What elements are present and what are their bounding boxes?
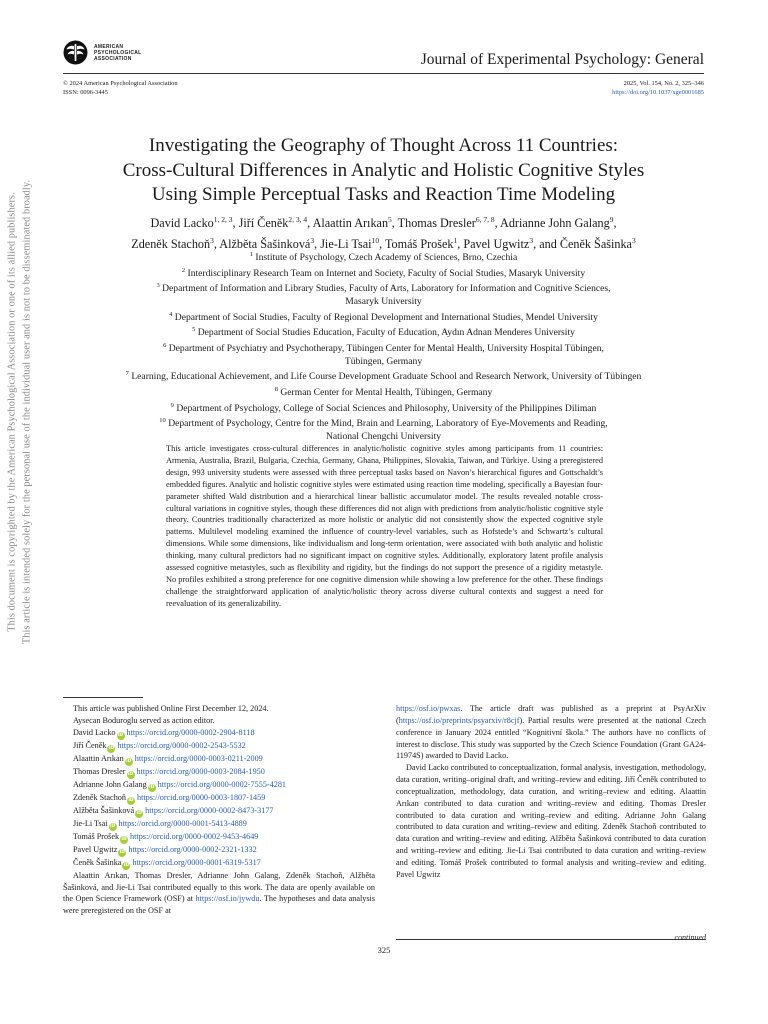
orcid-icon[interactable]: iD <box>123 862 130 868</box>
orcid-author-name: Adrianne John Galang <box>73 779 147 789</box>
author-affiliation-number: 9 <box>609 215 614 224</box>
affiliation-text: German Center for Mental Health, Tübingen, Germany <box>280 387 493 398</box>
author-separator: , <box>494 216 501 231</box>
author-name: Čeněk Šašinka <box>559 237 632 252</box>
orcid-icon[interactable]: iD <box>127 771 134 777</box>
affiliation-text: Learning, Educational Achievement, and Life Course Development Graduate School and Research Network, University of Tübingen <box>131 371 642 383</box>
author-name: Pavel Ugwitz <box>463 237 530 252</box>
affiliation-line <box>63 431 704 444</box>
author-note-left <box>63 703 375 917</box>
orcid-icon[interactable]: iD <box>108 745 115 751</box>
affiliation-number: 8 <box>274 385 278 393</box>
affiliation-line <box>63 415 704 431</box>
author-name: Tomáš Prošek <box>384 237 454 252</box>
orcid-icon[interactable]: iD <box>121 836 127 842</box>
orcid-link[interactable]: https://orcid.org/0000-0002-9453-4649 <box>130 831 259 841</box>
affiliation-line <box>63 368 704 384</box>
orcid-link[interactable]: https://orcid.org/0000-0003-0211-2009 <box>134 753 263 763</box>
orcid-icon[interactable]: iD <box>109 823 116 829</box>
author-name: Thomas Dresler <box>397 216 476 231</box>
affiliation-text: Institute of Psychology, Czech Academy of Sciences, Brno, Czechia <box>255 252 518 264</box>
orcid-icon[interactable]: iD <box>128 797 134 803</box>
affiliations <box>63 249 704 443</box>
published-note: This article was published Online First December 12, 2024. <box>73 704 269 713</box>
author-affiliation-number: 1 <box>453 236 458 246</box>
author-affiliation-number: 10 <box>371 236 380 246</box>
author-separator: , <box>379 237 385 252</box>
affiliation-number: 9 <box>170 401 174 409</box>
author-note-right: https://osf.io/pwxas. The article draft was published as a preprint at PsyArXiv (https://osf.io/preprints/psyarxiv/r8cjf). Partial results were presented at the national Czech conference in January 2024 entitled “Kognitivní škola.” The authors have no conflicts of interest to disclose. This study was supported by the Czech Science Foundation (Grant GA24-11974S) awarded to David Lacko. David Lacko contributed to conceptualization, formal analysis, investigation, methodology, data curation, writing–original draft, and writing–review and editing. Jiří Čeněk contributed to conceptualization, methodology, data curation, and writing–review and editing. Alaattin Arıkan contributed to data curation and writing–review and editing. Thomas Dresler contributed to data curation and writing–review and editing. Adrianne John Galang contributed to data curation and writing–review and editing. Zdeněk Stachoň contributed to data curation and writing–review and editing. Alžběta Šašinková contributed to data curation and writing–review and editing. Jie-Li Tsai contributed to data curation and writing–review and editing. Tomáš Prošek contributed to formal analysis and writing–review and editing. Pavel Ugwitz <box>396 704 706 879</box>
author-separator: , <box>314 237 321 252</box>
orcid-link[interactable]: https://orcid.org/0000-0002-7555-4281 <box>157 779 287 789</box>
orcid-entry <box>63 857 375 870</box>
orcid-link[interactable]: https://orcid.org/0000-0001-5413-4889 <box>118 818 247 828</box>
orcid-icon[interactable]: iD <box>126 758 132 764</box>
author-name: Alžběta Šašinková <box>219 237 311 252</box>
affiliation-text: Department of Social Studies, Faculty of Regional Development and International Studies, Mendel University <box>174 311 598 323</box>
copyright-side-note: This document is copyrighted by the American Psychological Association or one of its allied publishers. <box>6 192 18 632</box>
editor-note: Aysecan Boduroglu served as action editor. <box>73 715 215 725</box>
orcid-link[interactable]: https://orcid.org/0000-0002-8473-3177 <box>145 805 274 815</box>
journal-name: Journal of Experimental Psychology: General <box>420 51 704 68</box>
author-affiliation-number: 3 <box>631 236 636 246</box>
page-number: 325 <box>377 945 391 955</box>
orcid-link[interactable]: https://orcid.org/0000-0001-6319-5317 <box>132 857 261 867</box>
apa-logo-icon <box>63 40 88 65</box>
orcid-link[interactable]: https://orcid.org/0000-0002-2543-5532 <box>117 740 246 750</box>
citation-block <box>612 80 704 97</box>
affiliation-text: Masaryk University <box>345 296 422 308</box>
orcid-author-name: Jie-Li Tsai <box>73 818 108 828</box>
affiliation-number: 3 <box>156 282 160 290</box>
author-name: Adrianne John Galang <box>500 216 610 231</box>
orcid-link[interactable]: https://orcid.org/0000-0003-1807-1459 <box>136 792 266 802</box>
affiliation-number: 4 <box>169 310 173 318</box>
author-separator: , and <box>533 237 560 252</box>
orcid-author-name: Alaattin Arıkan <box>73 753 124 763</box>
orcid-link[interactable]: https://orcid.org/0000-0002-2321-1332 <box>128 844 257 854</box>
affiliation-line <box>63 249 704 265</box>
affiliation-number: 5 <box>192 326 196 334</box>
author-line <box>63 211 704 232</box>
orcid-author-name: Thomas Dresler <box>73 766 126 776</box>
continued-rule <box>396 939 706 940</box>
orcid-list <box>63 727 375 870</box>
orcid-entry <box>63 844 375 857</box>
author-affiliation-number: 1, 2, 3 <box>213 215 233 224</box>
orcid-link[interactable]: https://orcid.org/0000-0002-2904-8118 <box>126 727 255 737</box>
author-separator: , <box>232 216 239 231</box>
affiliation-line <box>63 324 704 340</box>
article-title: Investigating the Geography of Thought Across 11 Countries: Cross-Cultural Differences in Analytic and Holistic Cognitive Styles Using Simple Perceptual Tasks and Reaction Time Modeling <box>122 135 645 205</box>
orcid-entry <box>63 818 375 831</box>
affiliation-line <box>63 400 704 416</box>
orcid-author-name: Pavel Ugwitz <box>73 844 118 854</box>
orcid-entry <box>63 740 375 753</box>
continued-label: continued <box>674 933 706 942</box>
orcid-entry <box>63 727 375 740</box>
orcid-entry <box>63 753 375 766</box>
orcid-link[interactable]: https://orcid.org/0000-0003-2084-1950 <box>136 766 265 776</box>
affiliation-text: Department of Social Studies Education, Faculty of Education, Aydın Adnan Menderes University <box>197 327 575 339</box>
doi-link[interactable]: https://doi.org/10.1037/xge0001685 <box>612 88 704 96</box>
affiliation-text: Department of Psychiatry and Psychotherapy, Tübingen Center for Mental Health, University Hospital Tübingen, <box>168 343 604 355</box>
affiliation-number: 1 <box>249 251 254 258</box>
orcid-icon[interactable]: iD <box>119 849 125 855</box>
affiliation-line <box>63 280 704 296</box>
author-name: Jiří Čeněk <box>238 216 289 231</box>
volume-line: 2025, Vol. 154, No. 2, 325–346 <box>623 80 704 87</box>
orcid-author-name: Tomáš Prošek <box>73 831 120 841</box>
author-separator: , <box>613 216 617 231</box>
header-rule <box>63 73 704 74</box>
author-affiliation-number: 3 <box>529 236 534 246</box>
affiliation-text: Department of Psychology, Centre for the Mind, Brain and Learning, Laboratory of Eye-Movements and Reading, <box>168 418 608 430</box>
affiliation-line <box>63 384 704 400</box>
affiliation-line <box>63 356 704 369</box>
author-affiliation-number: 6, 7, 8 <box>475 215 495 224</box>
osf-data-link[interactable]: https://osf.io/jywdu <box>195 894 260 904</box>
issn-line: ISSN: 0096-3445 <box>63 88 108 96</box>
affiliation-text: Department of Psychology, College of Social Sciences and Philosophy, University of the Philippines Diliman <box>176 402 597 414</box>
author-separator: , <box>307 216 313 231</box>
osf-prereg-link[interactable]: https://osf.io/pwxas <box>396 704 461 713</box>
affiliation-line <box>63 340 704 356</box>
psyarxiv-link[interactable]: https://osf.io/preprints/psyarxiv/r8cjf <box>398 715 520 725</box>
affiliation-text: Department of Information and Library Studies, Faculty of Arts, Laboratory for Information and Cognitive Sciences, <box>162 283 611 295</box>
affiliation-number: 10 <box>159 417 166 425</box>
footnote-rule <box>63 697 143 698</box>
contributions-note: David Lacko contributed to conceptualization, formal analysis, investigation, methodology, data curation, writing–original draft, and writing–review and editing. Jiří Čeněk contributed to conceptualization, methodology, data curation, and writing–review and editing. Alaattin Arıkan contributed to data curation and writing–review and editing. Thomas Dresler contributed to data curation and writing–review and editing. Adrianne John Galang contributed to data curation and writing–review and editing. Zdeněk Stachoň contributed to data curation and writing–review and editing. Alžběta Šašinková contributed to data curation and writing–review and editing. Jie-Li Tsai contributed to data curation and writing–review and editing. Tomáš Prošek contributed to formal analysis and writing–review and editing. Pavel Ugwitz <box>396 763 706 879</box>
orcid-icon[interactable]: iD <box>149 784 155 790</box>
affiliation-text: Interdisciplinary Research Team on Internet and Society, Faculty of Social Studies, Masaryk University <box>187 267 586 279</box>
apa-logo <box>63 40 142 65</box>
copyright-line: © 2024 American Psychological Association <box>63 80 178 87</box>
author-separator: , <box>391 216 398 231</box>
author-affiliation-number: 3 <box>310 236 315 246</box>
affiliation-number: 6 <box>163 341 167 349</box>
affiliation-line <box>63 296 704 309</box>
orcid-entry <box>63 805 375 818</box>
orcid-author-name: David Lacko <box>73 727 116 737</box>
orcid-icon[interactable]: iD <box>117 732 124 738</box>
author-affiliation-number: 3 <box>210 236 214 246</box>
copyright-block <box>63 80 178 97</box>
orcid-entry <box>63 766 375 779</box>
author-name: Zdeněk Stachoň <box>131 237 211 252</box>
affiliation-text: National Chengchi University <box>325 430 442 442</box>
author-list <box>63 211 704 253</box>
author-name: David Lacko <box>150 216 214 231</box>
affiliation-line <box>63 265 704 281</box>
affiliation-number: 2 <box>181 266 186 274</box>
author-separator: , <box>457 237 464 252</box>
apa-logo-text: AMERICAN PSYCHOLOGICAL ASSOCIATION <box>94 43 142 62</box>
orcid-author-name: Alžběta Šašinková <box>73 805 135 815</box>
orcid-entry <box>63 779 375 792</box>
author-name: Alaattin Arıkan <box>312 216 389 231</box>
author-name: Jie-Li Tsai <box>320 237 372 252</box>
orcid-icon[interactable]: iD <box>136 810 142 816</box>
abstract: This article investigates cross-cultural differences in analytic/holistic cognitive styles among participants from 11 countries: Armenia, Australia, Brazil, Bulgaria, Czechia, Germany, Ghana, Philippines, Slovakia, Taiwan, and Türkiye. Using a preregistered design, 993 university students were assessed with three perceptual tasks based on Navon’s hierarchical figures and Gottschaldt’s embedded figures. Analytic and holistic cognitive styles were estimated using reaction time modeling, specifically a Bayesian four-parameter shifted Wald distribution and a hierarchical linear ballistic accumulator model. The results revealed notable cross-cultural variations in cognitive styles, though these differences did not align with predictions from analytic/holistic cognitive style theory. Countries traditionally characterized as more holistic or analytic did not consistently show the expected cognitive style patterns. Multilevel modeling examined the influence of country-level variables, such as Hofstede’s and Schwartz’s cultural dimensions. While some dimensions, like individualism and long-term orientation, were associated with both analytic and holistic thinking, many cultural predictors had no significant impact on cognitive styles. Additionally, exploratory latent profile analysis assessed cognitive metastyles, such as flexibility and rigidity, but the findings do not support the presence of a rigidity metastyle. No profiles exhibited a strong preference for one cognitive dimension while showing a low preference for the other. These findings challenge the straightforward application of analytic/holistic theory across diverse cultural contexts and suggest a need for reevaluation of its generalizability. <box>166 444 603 608</box>
orcid-entry <box>63 792 375 805</box>
affiliation-line <box>63 309 704 325</box>
equal-contribution-note: Alaattin Arıkan, Thomas Dresler, Adrianne John Galang, Zdeněk Stachoň, Alžběta Šašinková, and Jie-Li Tsai contributed equally to this work. The data are openly available on the Open Science Framework (OSF) at https://osf.io/jywdu. The hypotheses and data analysis were preregistered on the OSF at <box>63 870 375 916</box>
author-affiliation-number: 2, 3, 4 <box>288 215 308 224</box>
usage-side-note: This article is intended solely for the personal use of the individual user and is not to be disseminated broadly. <box>21 179 33 645</box>
affiliation-number: 7 <box>125 370 129 378</box>
orcid-author-name: Čeněk Šašinka <box>73 857 122 867</box>
author-separator: , <box>213 237 220 252</box>
orcid-author-name: Zdeněk Stachoň <box>73 792 126 802</box>
author-affiliation-number: 5 <box>388 215 392 224</box>
orcid-entry <box>63 831 375 844</box>
affiliation-text: Tübingen, Germany <box>344 355 423 367</box>
orcid-author-name: Jiří Čeněk <box>73 740 107 750</box>
